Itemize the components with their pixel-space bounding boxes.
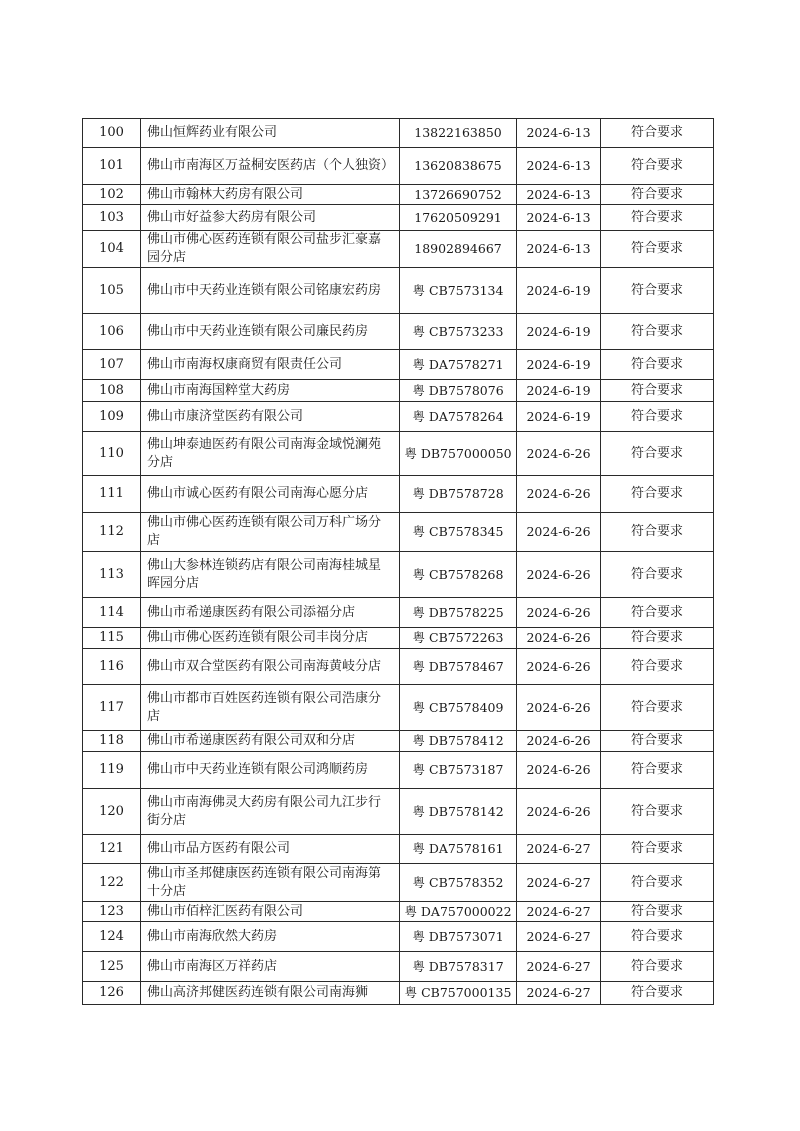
table-row xyxy=(83,922,714,952)
inspection-date-cell: 2024-6-13 xyxy=(517,119,601,148)
table-row xyxy=(83,476,714,513)
table-row xyxy=(83,119,714,148)
license-or-phone-cell: 粤 CB7578409 xyxy=(400,685,517,731)
inspection-result-cell: 符合要求 xyxy=(601,628,714,649)
row-number-cell: 118 xyxy=(83,731,141,752)
pharmacy-name-cell: 佛山市中天药业连锁有限公司廉民药房 xyxy=(141,314,400,350)
license-or-phone-cell: 13726690752 xyxy=(400,185,517,205)
table-row xyxy=(83,185,714,205)
license-or-phone-cell: 17620509291 xyxy=(400,205,517,231)
inspection-result-cell: 符合要求 xyxy=(601,982,714,1005)
table-row xyxy=(83,205,714,231)
inspection-date-cell: 2024-6-26 xyxy=(517,432,601,476)
row-number-cell: 106 xyxy=(83,314,141,350)
inspection-date-cell: 2024-6-27 xyxy=(517,902,601,922)
inspection-date-cell: 2024-6-26 xyxy=(517,628,601,649)
row-number-cell: 104 xyxy=(83,231,141,268)
license-or-phone-cell: 粤 CB7578345 xyxy=(400,513,517,552)
license-or-phone-cell: 粤 CB7578352 xyxy=(400,864,517,902)
pharmacy-name-cell: 佛山恒辉药业有限公司 xyxy=(141,119,400,148)
row-number-cell: 114 xyxy=(83,598,141,628)
inspection-result-cell: 符合要求 xyxy=(601,185,714,205)
row-number-cell: 121 xyxy=(83,835,141,864)
inspection-result-cell: 符合要求 xyxy=(601,902,714,922)
inspection-date-cell: 2024-6-19 xyxy=(517,350,601,380)
license-or-phone-cell: 13822163850 xyxy=(400,119,517,148)
license-or-phone-cell: 粤 DB7578142 xyxy=(400,789,517,835)
table-row xyxy=(83,268,714,314)
table-row xyxy=(83,789,714,835)
row-number-cell: 113 xyxy=(83,552,141,598)
row-number-cell: 122 xyxy=(83,864,141,902)
row-number-cell: 123 xyxy=(83,902,141,922)
inspection-result-cell: 符合要求 xyxy=(601,731,714,752)
inspection-result-cell: 符合要求 xyxy=(601,649,714,685)
inspection-date-cell: 2024-6-27 xyxy=(517,982,601,1005)
inspection-result-cell: 符合要求 xyxy=(601,268,714,314)
inspection-result-cell: 符合要求 xyxy=(601,598,714,628)
inspection-result-cell: 符合要求 xyxy=(601,432,714,476)
license-or-phone-cell: 粤 DB7578467 xyxy=(400,649,517,685)
table-row xyxy=(83,598,714,628)
table-row xyxy=(83,835,714,864)
license-or-phone-cell: 13620838675 xyxy=(400,148,517,185)
row-number-cell: 120 xyxy=(83,789,141,835)
row-number-cell: 110 xyxy=(83,432,141,476)
inspection-result-cell: 符合要求 xyxy=(601,402,714,432)
pharmacy-name-cell: 佛山大参林连锁药店有限公司南海桂城星晖园分店 xyxy=(141,552,400,598)
table-row xyxy=(83,952,714,982)
inspection-date-cell: 2024-6-26 xyxy=(517,752,601,789)
table-row xyxy=(83,902,714,922)
row-number-cell: 109 xyxy=(83,402,141,432)
inspection-date-cell: 2024-6-27 xyxy=(517,952,601,982)
inspection-date-cell: 2024-6-26 xyxy=(517,598,601,628)
license-or-phone-cell: 粤 DB7578225 xyxy=(400,598,517,628)
row-number-cell: 115 xyxy=(83,628,141,649)
row-number-cell: 112 xyxy=(83,513,141,552)
license-or-phone-cell: 粤 DB7578412 xyxy=(400,731,517,752)
pharmacy-name-cell: 佛山市佛心医药连锁有限公司万科广场分店 xyxy=(141,513,400,552)
inspection-date-cell: 2024-6-19 xyxy=(517,380,601,402)
table-row xyxy=(83,982,714,1005)
table-row xyxy=(83,432,714,476)
pharmacy-name-cell: 佛山市南海欣然大药房 xyxy=(141,922,400,952)
row-number-cell: 107 xyxy=(83,350,141,380)
inspection-date-cell: 2024-6-26 xyxy=(517,649,601,685)
pharmacy-name-cell: 佛山市中天药业连锁有限公司鸿顺药房 xyxy=(141,752,400,789)
inspection-date-cell: 2024-6-27 xyxy=(517,835,601,864)
row-number-cell: 100 xyxy=(83,119,141,148)
inspection-result-cell: 符合要求 xyxy=(601,552,714,598)
pharmacy-name-cell: 佛山市中天药业连锁有限公司铭康宏药房 xyxy=(141,268,400,314)
pharmacy-name-cell: 佛山市佛心医药连锁有限公司丰岗分店 xyxy=(141,628,400,649)
inspection-result-cell: 符合要求 xyxy=(601,119,714,148)
inspection-result-cell: 符合要求 xyxy=(601,752,714,789)
inspection-date-cell: 2024-6-26 xyxy=(517,731,601,752)
license-or-phone-cell: 粤 DA7578264 xyxy=(400,402,517,432)
license-or-phone-cell: 粤 DB7578728 xyxy=(400,476,517,513)
inspection-result-cell: 符合要求 xyxy=(601,952,714,982)
pharmacy-name-cell: 佛山市佛心医药连锁有限公司盐步汇豪嘉园分店 xyxy=(141,231,400,268)
row-number-cell: 101 xyxy=(83,148,141,185)
pharmacy-name-cell: 佛山市南海区万益桐安医药店（个人独资） xyxy=(141,148,400,185)
inspection-date-cell: 2024-6-19 xyxy=(517,268,601,314)
table-row xyxy=(83,649,714,685)
inspection-result-cell: 符合要求 xyxy=(601,685,714,731)
license-or-phone-cell: 粤 CB7572263 xyxy=(400,628,517,649)
pharmacy-name-cell: 佛山市南海佛灵大药房有限公司九江步行街分店 xyxy=(141,789,400,835)
inspection-result-cell: 符合要求 xyxy=(601,864,714,902)
license-or-phone-cell: 粤 CB7578268 xyxy=(400,552,517,598)
pharmacy-name-cell: 佛山市希递康医药有限公司双和分店 xyxy=(141,731,400,752)
inspection-result-table xyxy=(82,118,714,1005)
row-number-cell: 126 xyxy=(83,982,141,1005)
inspection-date-cell: 2024-6-26 xyxy=(517,685,601,731)
pharmacy-name-cell: 佛山市翰林大药房有限公司 xyxy=(141,185,400,205)
inspection-result-cell: 符合要求 xyxy=(601,789,714,835)
table-row xyxy=(83,864,714,902)
license-or-phone-cell: 粤 DB7578076 xyxy=(400,380,517,402)
license-or-phone-cell: 粤 DB757000050 xyxy=(400,432,517,476)
table-row xyxy=(83,314,714,350)
pharmacy-name-cell: 佛山坤泰迪医药有限公司南海金域悦澜苑分店 xyxy=(141,432,400,476)
pharmacy-name-cell: 佛山市品方医药有限公司 xyxy=(141,835,400,864)
row-number-cell: 119 xyxy=(83,752,141,789)
inspection-date-cell: 2024-6-26 xyxy=(517,476,601,513)
pharmacy-name-cell: 佛山市南海区万祥药店 xyxy=(141,952,400,982)
license-or-phone-cell: 粤 CB7573134 xyxy=(400,268,517,314)
pharmacy-name-cell: 佛山市南海权康商贸有限责任公司 xyxy=(141,350,400,380)
inspection-date-cell: 2024-6-26 xyxy=(517,552,601,598)
table-row xyxy=(83,350,714,380)
inspection-result-cell: 符合要求 xyxy=(601,314,714,350)
pharmacy-name-cell: 佛山市双合堂医药有限公司南海黄岐分店 xyxy=(141,649,400,685)
inspection-date-cell: 2024-6-13 xyxy=(517,185,601,205)
inspection-date-cell: 2024-6-27 xyxy=(517,922,601,952)
inspection-date-cell: 2024-6-19 xyxy=(517,402,601,432)
inspection-result-cell: 符合要求 xyxy=(601,205,714,231)
table-body xyxy=(83,119,714,1005)
inspection-result-cell: 符合要求 xyxy=(601,476,714,513)
table-row xyxy=(83,402,714,432)
inspection-result-cell: 符合要求 xyxy=(601,350,714,380)
table-row xyxy=(83,628,714,649)
row-number-cell: 108 xyxy=(83,380,141,402)
pharmacy-name-cell: 佛山市南海国粹堂大药房 xyxy=(141,380,400,402)
table-row xyxy=(83,731,714,752)
inspection-date-cell: 2024-6-27 xyxy=(517,864,601,902)
table-row xyxy=(83,513,714,552)
row-number-cell: 125 xyxy=(83,952,141,982)
license-or-phone-cell: 粤 DB7573071 xyxy=(400,922,517,952)
inspection-date-cell: 2024-6-26 xyxy=(517,513,601,552)
inspection-result-cell: 符合要求 xyxy=(601,922,714,952)
inspection-result-cell: 符合要求 xyxy=(601,231,714,268)
inspection-result-cell: 符合要求 xyxy=(601,513,714,552)
license-or-phone-cell: 粤 DA7578271 xyxy=(400,350,517,380)
table-row xyxy=(83,685,714,731)
table-row xyxy=(83,752,714,789)
pharmacy-name-cell: 佛山市希递康医药有限公司添福分店 xyxy=(141,598,400,628)
license-or-phone-cell: 粤 CB7573233 xyxy=(400,314,517,350)
license-or-phone-cell: 粤 DA757000022 xyxy=(400,902,517,922)
table-row xyxy=(83,380,714,402)
inspection-result-cell: 符合要求 xyxy=(601,380,714,402)
inspection-result-cell: 符合要求 xyxy=(601,835,714,864)
row-number-cell: 124 xyxy=(83,922,141,952)
pharmacy-name-cell: 佛山市康济堂医药有限公司 xyxy=(141,402,400,432)
inspection-date-cell: 2024-6-13 xyxy=(517,231,601,268)
inspection-date-cell: 2024-6-19 xyxy=(517,314,601,350)
inspection-date-cell: 2024-6-13 xyxy=(517,148,601,185)
pharmacy-name-cell: 佛山市诚心医药有限公司南海心愿分店 xyxy=(141,476,400,513)
row-number-cell: 116 xyxy=(83,649,141,685)
license-or-phone-cell: 粤 CB7573187 xyxy=(400,752,517,789)
row-number-cell: 111 xyxy=(83,476,141,513)
table-row xyxy=(83,231,714,268)
row-number-cell: 102 xyxy=(83,185,141,205)
pharmacy-name-cell: 佛山市好益参大药房有限公司 xyxy=(141,205,400,231)
row-number-cell: 105 xyxy=(83,268,141,314)
pharmacy-name-cell: 佛山市圣邦健康医药连锁有限公司南海第十分店 xyxy=(141,864,400,902)
table-row xyxy=(83,552,714,598)
pharmacy-name-cell: 佛山市佰梓汇医药有限公司 xyxy=(141,902,400,922)
row-number-cell: 103 xyxy=(83,205,141,231)
row-number-cell: 117 xyxy=(83,685,141,731)
inspection-date-cell: 2024-6-13 xyxy=(517,205,601,231)
license-or-phone-cell: 粤 DB7578317 xyxy=(400,952,517,982)
license-or-phone-cell: 粤 CB757000135 xyxy=(400,982,517,1005)
license-or-phone-cell: 18902894667 xyxy=(400,231,517,268)
pharmacy-name-cell: 佛山市都市百姓医药连锁有限公司浩康分店 xyxy=(141,685,400,731)
table-row xyxy=(83,148,714,185)
inspection-date-cell: 2024-6-26 xyxy=(517,789,601,835)
license-or-phone-cell: 粤 DA7578161 xyxy=(400,835,517,864)
inspection-result-cell: 符合要求 xyxy=(601,148,714,185)
pharmacy-name-cell: 佛山高济邦健医药连锁有限公司南海狮 xyxy=(141,982,400,1005)
